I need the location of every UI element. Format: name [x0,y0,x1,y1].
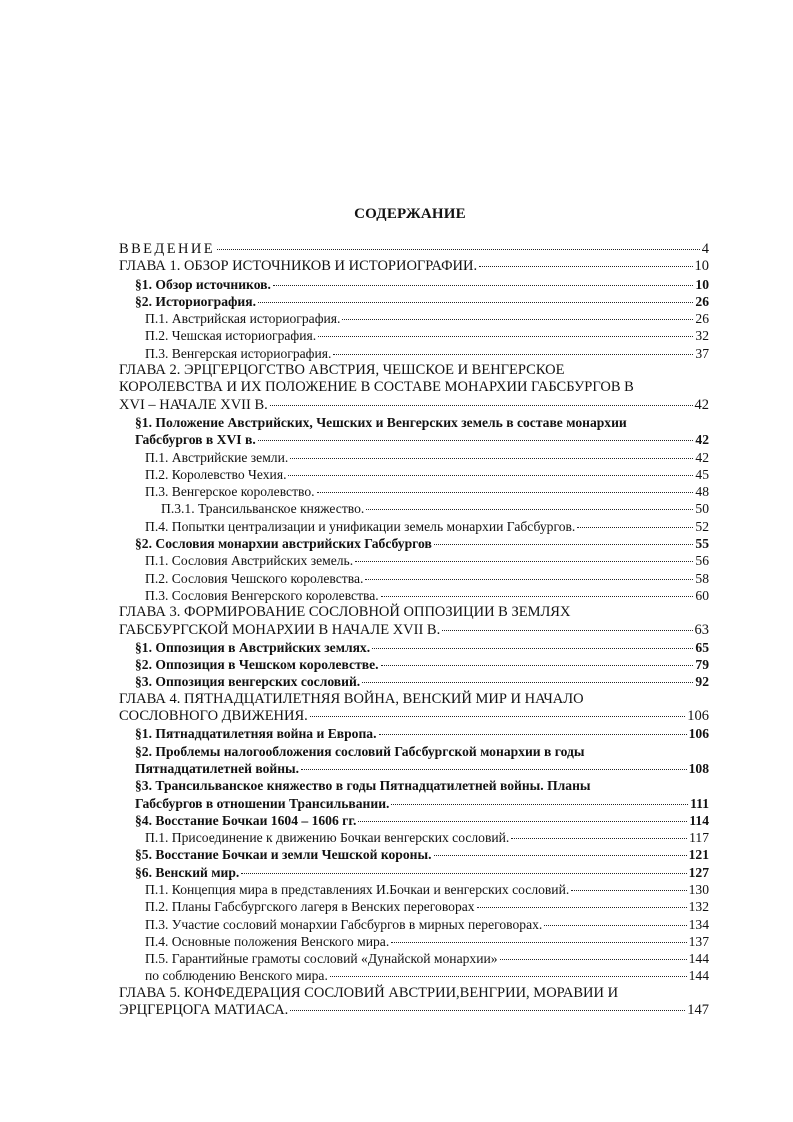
toc-page-number: 10 [694,258,709,275]
dot-leader [333,354,693,355]
dot-leader [381,665,694,666]
toc-page-number: 92 [695,674,709,690]
toc-entry [119,449,709,466]
dot-leader [391,804,688,805]
dot-leader [434,544,694,545]
toc-entry-title: ЭРЦГЕРЦОГА МАТИАСА. [119,1002,289,1019]
toc-page-number: 130 [688,881,709,897]
dot-leader [290,458,693,459]
toc-entry-line [145,881,709,898]
toc-page-number: 106 [687,708,709,725]
toc-page-number: 144 [688,968,709,984]
toc-entry-title: §2. Оппозиция в Чешском королевстве. [135,657,379,673]
toc-entry [119,967,709,984]
toc-entry-title: §2. Сословия монархии австрийских Габсбургов [135,536,432,552]
dot-leader [571,890,686,891]
toc-entry-line [145,898,709,915]
toc-entry-title: XVI – НАЧАЛЕ XVII В. [119,396,268,413]
dot-leader [301,769,687,770]
toc-entry-line [135,656,709,673]
toc-entry-line [145,449,709,466]
toc-entry-title: П.3. Венгерская историография. [145,345,332,361]
dot-leader [290,1010,685,1011]
toc-entry [119,345,709,362]
toc-page-number: 45 [695,466,709,482]
toc-entry-line [145,933,709,950]
toc-entry [119,673,709,690]
toc-entry-line [145,466,709,483]
dot-leader [381,596,694,597]
toc-entry-title: ГАБСБУРГСКОЙ МОНАРХИИ В НАЧАЛЕ XVII В. [119,621,441,638]
toc-entry [119,881,709,898]
toc-entry-title: П.3. Участие сословий монархии Габсбургов в мирных переговорах. [145,916,543,932]
toc-entry-line [135,535,709,552]
toc-page-number: 4 [701,241,709,257]
toc-entry [119,552,709,569]
toc-entry-title: П.2. Королевство Чехия. [145,466,287,482]
toc-entry [119,414,709,449]
toc-entry [119,570,709,587]
toc-entry [119,656,709,673]
toc-entry [119,812,709,829]
toc-entry [119,500,709,517]
toc-page-number: 127 [688,864,709,880]
toc-page-number: 55 [695,536,709,552]
toc-entry [119,933,709,950]
toc-entry [119,258,709,275]
toc-entry-line [145,967,709,984]
toc-page-number: 50 [695,501,709,517]
dot-leader [477,907,687,908]
toc-entry-line [135,673,709,690]
dot-leader [241,873,686,874]
toc-entry-title: ГЛАВА 1. ОБЗОР ИСТОЧНИКОВ И ИСТОРИОГРАФИИ. [119,258,478,275]
dot-leader [366,509,693,510]
toc-page-number: 26 [695,293,709,309]
toc-entry-title: П.2. Сословия Чешского королевства. [145,570,364,586]
dot-leader [372,648,693,649]
toc-entry-title-line: §2. Проблемы налогообложения сословий Габсбургской монархии в годы [135,743,585,759]
page-title: СОДЕРЖАНИЕ [354,206,466,222]
toc-entry-line [135,846,709,863]
toc-entry-title: П.1. Австрийские земли. [145,449,289,465]
dot-leader [365,579,693,580]
toc-entry-title-line: КОРОЛЕВСТВА И ИХ ПОЛОЖЕНИЕ В СОСТАВЕ МОНАРХИИ ГАБСБУРГОВ В [119,379,634,396]
toc-entry-line [145,570,709,587]
toc-entry-title: П.4. Попытки централизации и унификации земель монархии Габсбургов. [145,518,576,534]
dot-leader [479,266,692,267]
toc-page-number: 63 [694,621,709,638]
dot-leader [270,405,693,406]
toc-entry-title: П.2. Планы Габсбургского лагеря в Венских переговорах [145,899,475,915]
dot-leader [358,821,687,822]
toc-page-number: 111 [690,795,709,811]
toc-entry-title: П.1. Концепция мира в представлениях И.Бочкаи и венгерских сословий. [145,881,570,897]
toc-entry [119,604,709,639]
toc-entry [119,777,709,812]
toc-entry [119,829,709,846]
toc-entry [119,916,709,933]
toc-entry-line [161,500,709,517]
toc-entry [119,864,709,881]
toc-page-number: 48 [695,484,709,500]
dot-leader [342,319,693,320]
toc-entry-title: §5. Восстание Бочкаи и земли Чешской короны. [135,847,432,863]
toc-entry [119,985,709,1020]
toc-entry-title: П.1. Сословия Австрийских земель. [145,553,354,569]
toc-entry [119,466,709,483]
dot-leader [330,976,687,977]
toc-entry-title-line: ГЛАВА 2. ЭРЦГЕРЦОГСТВО АВСТРИЯ, ЧЕШСКОЕ И ВЕНГЕРСКОЕ [119,362,565,379]
toc-entry-line [145,552,709,569]
toc-page-number: 26 [695,311,709,327]
toc-entry-title: Пятнадцатилетней войны. [135,760,300,776]
toc-entry [119,898,709,915]
toc-entry [119,535,709,552]
toc-entry-title: ВВЕДЕНИЕ [119,241,215,257]
toc-entry-title: по соблюдению Венского мира. [145,968,328,984]
toc-entry-line [135,760,709,777]
toc-page-number: 147 [687,1002,709,1019]
toc-entry-title: §2. Историография. [135,293,257,309]
toc-entry-title-line: ГЛАВА 4. ПЯТНАДЦАТИЛЕТНЯЯ ВОЙНА, ВЕНСКИЙ МИР И НАЧАЛО [119,690,584,707]
toc-entry-title: Габсбургов в XVI в. [135,432,256,448]
dot-leader [442,630,692,631]
toc-page-number: 42 [695,432,709,448]
toc-page-number: 60 [695,587,709,603]
dot-leader [217,249,700,250]
toc-entry [119,846,709,863]
toc-entry [119,241,709,258]
toc-entry-line [145,483,709,500]
toc-entry-title: П.3. Венгерское королевство. [145,484,315,500]
toc-page-number: 42 [695,449,709,465]
toc-entry-title: СОСЛОВНОГО ДВИЖЕНИЯ. [119,708,308,725]
toc-entry-title: П.1. Австрийская историография. [145,311,341,327]
toc-entry-title-line: §3. Трансильванское княжество в годы Пятнадцатилетней войны. Планы [135,778,591,794]
toc-entry-line [145,587,709,604]
toc-entry-line [145,345,709,362]
dot-leader [544,925,686,926]
dot-leader [500,959,687,960]
dot-leader [434,855,687,856]
toc-entry-title: §1. Пятнадцатилетняя война и Европа. [135,726,377,742]
toc-entry-title: §4. Восстание Бочкаи 1604 – 1606 гг. [135,812,357,828]
toc-entry-line [119,1002,709,1019]
dot-leader [379,734,687,735]
dot-leader [577,527,693,528]
toc-entry [119,950,709,967]
toc-entry-line [145,829,709,846]
toc-page-number: 134 [688,916,709,932]
toc-entry [119,327,709,344]
toc-entry-line [135,812,709,829]
toc-entry [119,483,709,500]
toc-entry-title: Габсбургов в отношении Трансильвании. [135,795,390,811]
dot-leader [310,716,685,717]
toc-page-number: 58 [695,570,709,586]
dot-leader [273,285,694,286]
dot-leader [258,302,693,303]
toc-entry-title: П.4. Основные положения Венского мира. [145,933,390,949]
dot-leader [258,440,694,441]
toc-entry-line [145,310,709,327]
toc-entry [119,587,709,604]
toc-page-number: 108 [688,760,709,776]
toc-entry-title: П.3.1. Трансильванское княжество. [161,501,365,517]
dot-leader [362,682,693,683]
toc-page-number: 42 [694,396,709,413]
toc-entry-title: §1. Обзор источников. [135,276,271,292]
toc-entry-title-line: ГЛАВА 3. ФОРМИРОВАНИЕ СОСЛОВНОЙ ОППОЗИЦИИ В ЗЕМЛЯХ [119,604,571,621]
toc-page-number: 37 [695,345,709,361]
toc-entry [119,310,709,327]
toc-entry-title: §1. Оппозиция в Австрийских землях. [135,639,371,655]
toc-entry-title: П.5. Гарантийные грамоты сословий «Дунайской монархии» [145,951,498,967]
toc-entry-line [135,639,709,656]
toc-entry [119,293,709,310]
toc-entry-title: §3. Оппозиция венгерских сословий. [135,674,361,690]
toc-entry [119,276,709,293]
toc-page-number: 114 [689,812,709,828]
dot-leader [511,838,687,839]
toc-entry-line [119,241,709,258]
toc-entry [119,691,709,726]
toc-entry-title: §6. Венский мир. [135,864,240,880]
toc-entry [119,743,709,778]
toc-entry-line [119,622,709,639]
toc-page-number: 106 [688,726,709,742]
toc-page-number: 121 [688,847,709,863]
toc-page-number: 137 [688,933,709,949]
toc-entry-line [135,725,709,742]
toc-entry-line [135,431,709,448]
toc-page-number: 52 [695,518,709,534]
dot-leader [317,492,694,493]
toc-entry-line [119,397,709,414]
toc-entry-line [135,276,709,293]
toc-entry-line [145,518,709,535]
dot-leader [318,336,693,337]
dot-leader [391,942,686,943]
toc-entry-line [119,258,709,275]
toc-entry-line [135,795,709,812]
toc-entry [119,362,709,414]
toc-entry-line [119,708,709,725]
toc-page-number: 65 [695,639,709,655]
toc-entry [119,639,709,656]
toc-entry [119,725,709,742]
toc-entry-line [145,950,709,967]
dot-leader [288,475,693,476]
toc-page-number: 10 [695,276,709,292]
toc-page-number: 132 [688,899,709,915]
toc-entry-title-line: ГЛАВА 5. КОНФЕДЕРАЦИЯ СОСЛОВИЙ АВСТРИИ,ВЕНГРИИ, МОРАВИИ И [119,984,619,1001]
toc-entry-title: П.3. Сословия Венгерского королевства. [145,587,379,603]
toc-page-number: 117 [689,830,709,846]
toc-page-number: 32 [695,328,709,344]
toc-page-number: 56 [695,553,709,569]
toc-entry [119,518,709,535]
toc-entry-line [145,327,709,344]
toc-entry-title-line: §1. Положение Австрийских, Чешских и Венгерских земель в составе монархии [135,414,627,430]
toc-page-number: 79 [695,657,709,673]
toc-entry-title: П.1. Присоединение к движению Бочкаи венгерских сословий. [145,830,510,846]
toc-entry-line [135,293,709,310]
toc-entry-line [135,864,709,881]
toc-entry-line [145,916,709,933]
table-of-contents [119,241,709,1019]
toc-page-number: 144 [688,951,709,967]
dot-leader [355,561,693,562]
toc-entry-title: П.2. Чешская историография. [145,328,317,344]
